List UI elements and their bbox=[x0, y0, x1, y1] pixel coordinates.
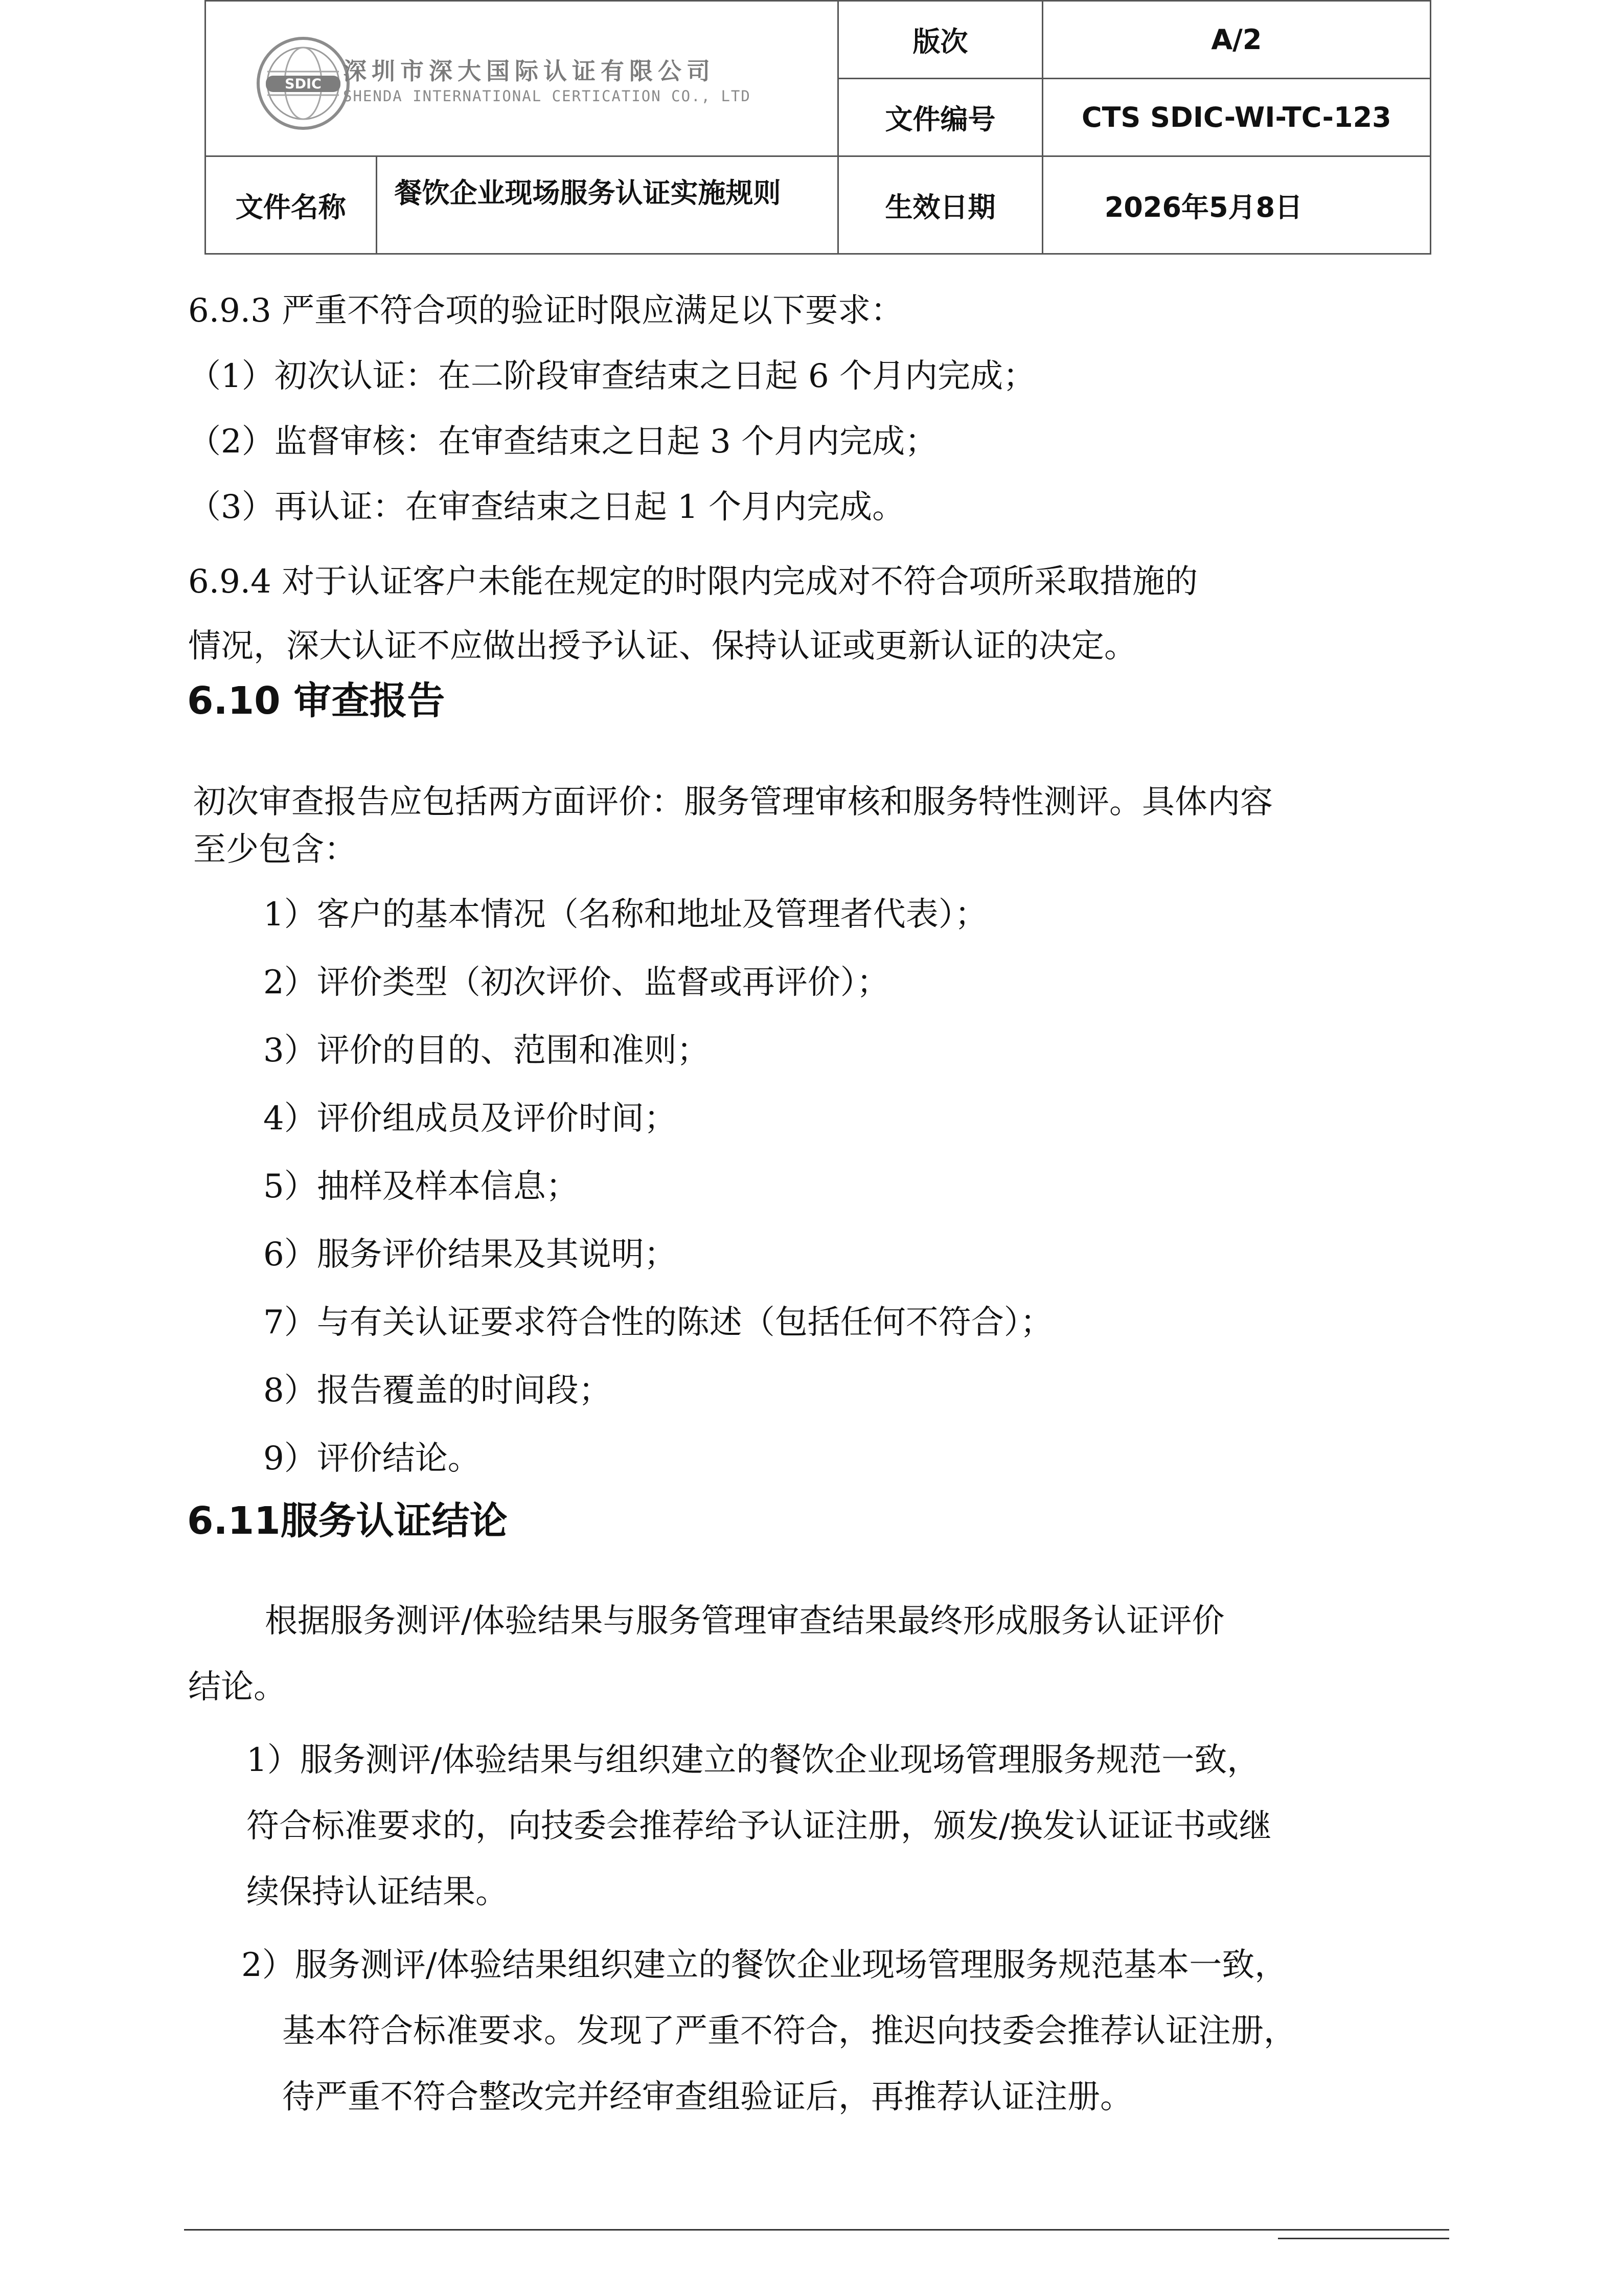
clause-6-9-4-text: 情况，深大认证不应做出授予认证、保持认证或更新认证的决定。 bbox=[188, 627, 1137, 665]
report-content-item: 2）评价类型（初次评价、监督或再评价）； bbox=[263, 964, 889, 1002]
report-content-item: 1）客户的基本情况（名称和地址及管理者代表）； bbox=[263, 896, 988, 934]
company-name-cn: 深圳市深大国际认证有限公司 bbox=[343, 57, 715, 85]
conclusion-item-1: 1）服务测评/体验结果与组织建立的餐饮企业现场管理服务规范一致， bbox=[246, 1741, 1260, 1779]
document-number-value: CTS SDIC-WI-TC-123 bbox=[1042, 79, 1430, 156]
section-heading-6-11: 6.11服务认证结论 bbox=[187, 1499, 508, 1543]
section-6-10-intro: 至少包含： bbox=[193, 831, 357, 869]
section-6-11-intro: 结论。 bbox=[188, 1668, 286, 1706]
footer-divider-short bbox=[1278, 2238, 1449, 2239]
document-name-value: 餐饮企业现场服务认证实施规则 bbox=[376, 156, 838, 254]
clause-6-9-3-item: （2）监督审核：在审查结束之日起 3 个月内完成； bbox=[188, 423, 938, 461]
section-6-11-intro: 根据服务测评/体验结果与服务管理审查结果最终形成服务认证评价 bbox=[265, 1602, 1225, 1640]
svg-text:SDIC: SDIC bbox=[285, 76, 322, 92]
report-content-item: 9）评价结论。 bbox=[263, 1440, 481, 1477]
clause-6-9-3-item: （1）初次认证：在二阶段审查结束之日起 6 个月内完成； bbox=[188, 357, 1036, 395]
report-content-item: 4）评价组成员及评价时间； bbox=[263, 1100, 677, 1138]
company-logo-icon bbox=[255, 35, 352, 132]
report-content-item: 5）抽样及样本信息； bbox=[263, 1168, 579, 1206]
document-name-label: 文件名称 bbox=[205, 156, 377, 254]
report-content-item: 6）服务评价结果及其说明； bbox=[263, 1236, 677, 1274]
section-6-10-intro: 初次审查报告应包括两方面评价：服务管理审核和服务特性测评。具体内容 bbox=[193, 783, 1273, 821]
clause-6-9-4-text: 6.9.4 对于认证客户未能在规定的时限内完成对不符合项所采取措施的 bbox=[188, 563, 1198, 601]
document-number-label: 文件编号 bbox=[838, 79, 1042, 156]
conclusion-item-2: 待严重不符合整改完并经审查组验证后，再推荐认证注册。 bbox=[282, 2078, 1133, 2116]
version-label: 版次 bbox=[838, 1, 1042, 79]
document-header-table bbox=[204, 0, 1431, 255]
section-heading-6-10: 6.10 审查报告 bbox=[187, 679, 445, 723]
report-content-item: 7）与有关认证要求符合性的陈述（包括任何不符合）； bbox=[263, 1304, 1053, 1342]
effective-date-label: 生效日期 bbox=[838, 156, 1042, 254]
conclusion-item-1: 符合标准要求的，向技委会推荐给予认证注册，颁发/换发认证证书或继 bbox=[246, 1807, 1272, 1845]
conclusion-item-2: 2）服务测评/体验结果组织建立的餐饮企业现场管理服务规范基本一致， bbox=[241, 1946, 1288, 1984]
company-logo-cell bbox=[205, 1, 838, 156]
conclusion-item-1: 续保持认证结果。 bbox=[246, 1873, 508, 1911]
report-content-item: 3）评价的目的、范围和准则； bbox=[263, 1032, 710, 1070]
clause-6-9-3-title: 6.9.3 严重不符合项的验证时限应满足以下要求： bbox=[188, 292, 904, 330]
footer-divider bbox=[184, 2229, 1449, 2231]
effective-date-value: 2026年5月8日 bbox=[1042, 156, 1430, 254]
conclusion-item-2: 基本符合标准要求。发现了严重不符合，推迟向技委会推荐认证注册， bbox=[282, 2012, 1296, 2050]
company-name-en: SHENDA INTERNATIONAL CERTICATION CO., LTD bbox=[343, 87, 751, 105]
clause-6-9-3-item: （3）再认证：在审查结束之日起 1 个月内完成。 bbox=[188, 488, 905, 526]
version-value: A/2 bbox=[1042, 1, 1430, 79]
report-content-item: 8）报告覆盖的时间段； bbox=[263, 1372, 611, 1410]
